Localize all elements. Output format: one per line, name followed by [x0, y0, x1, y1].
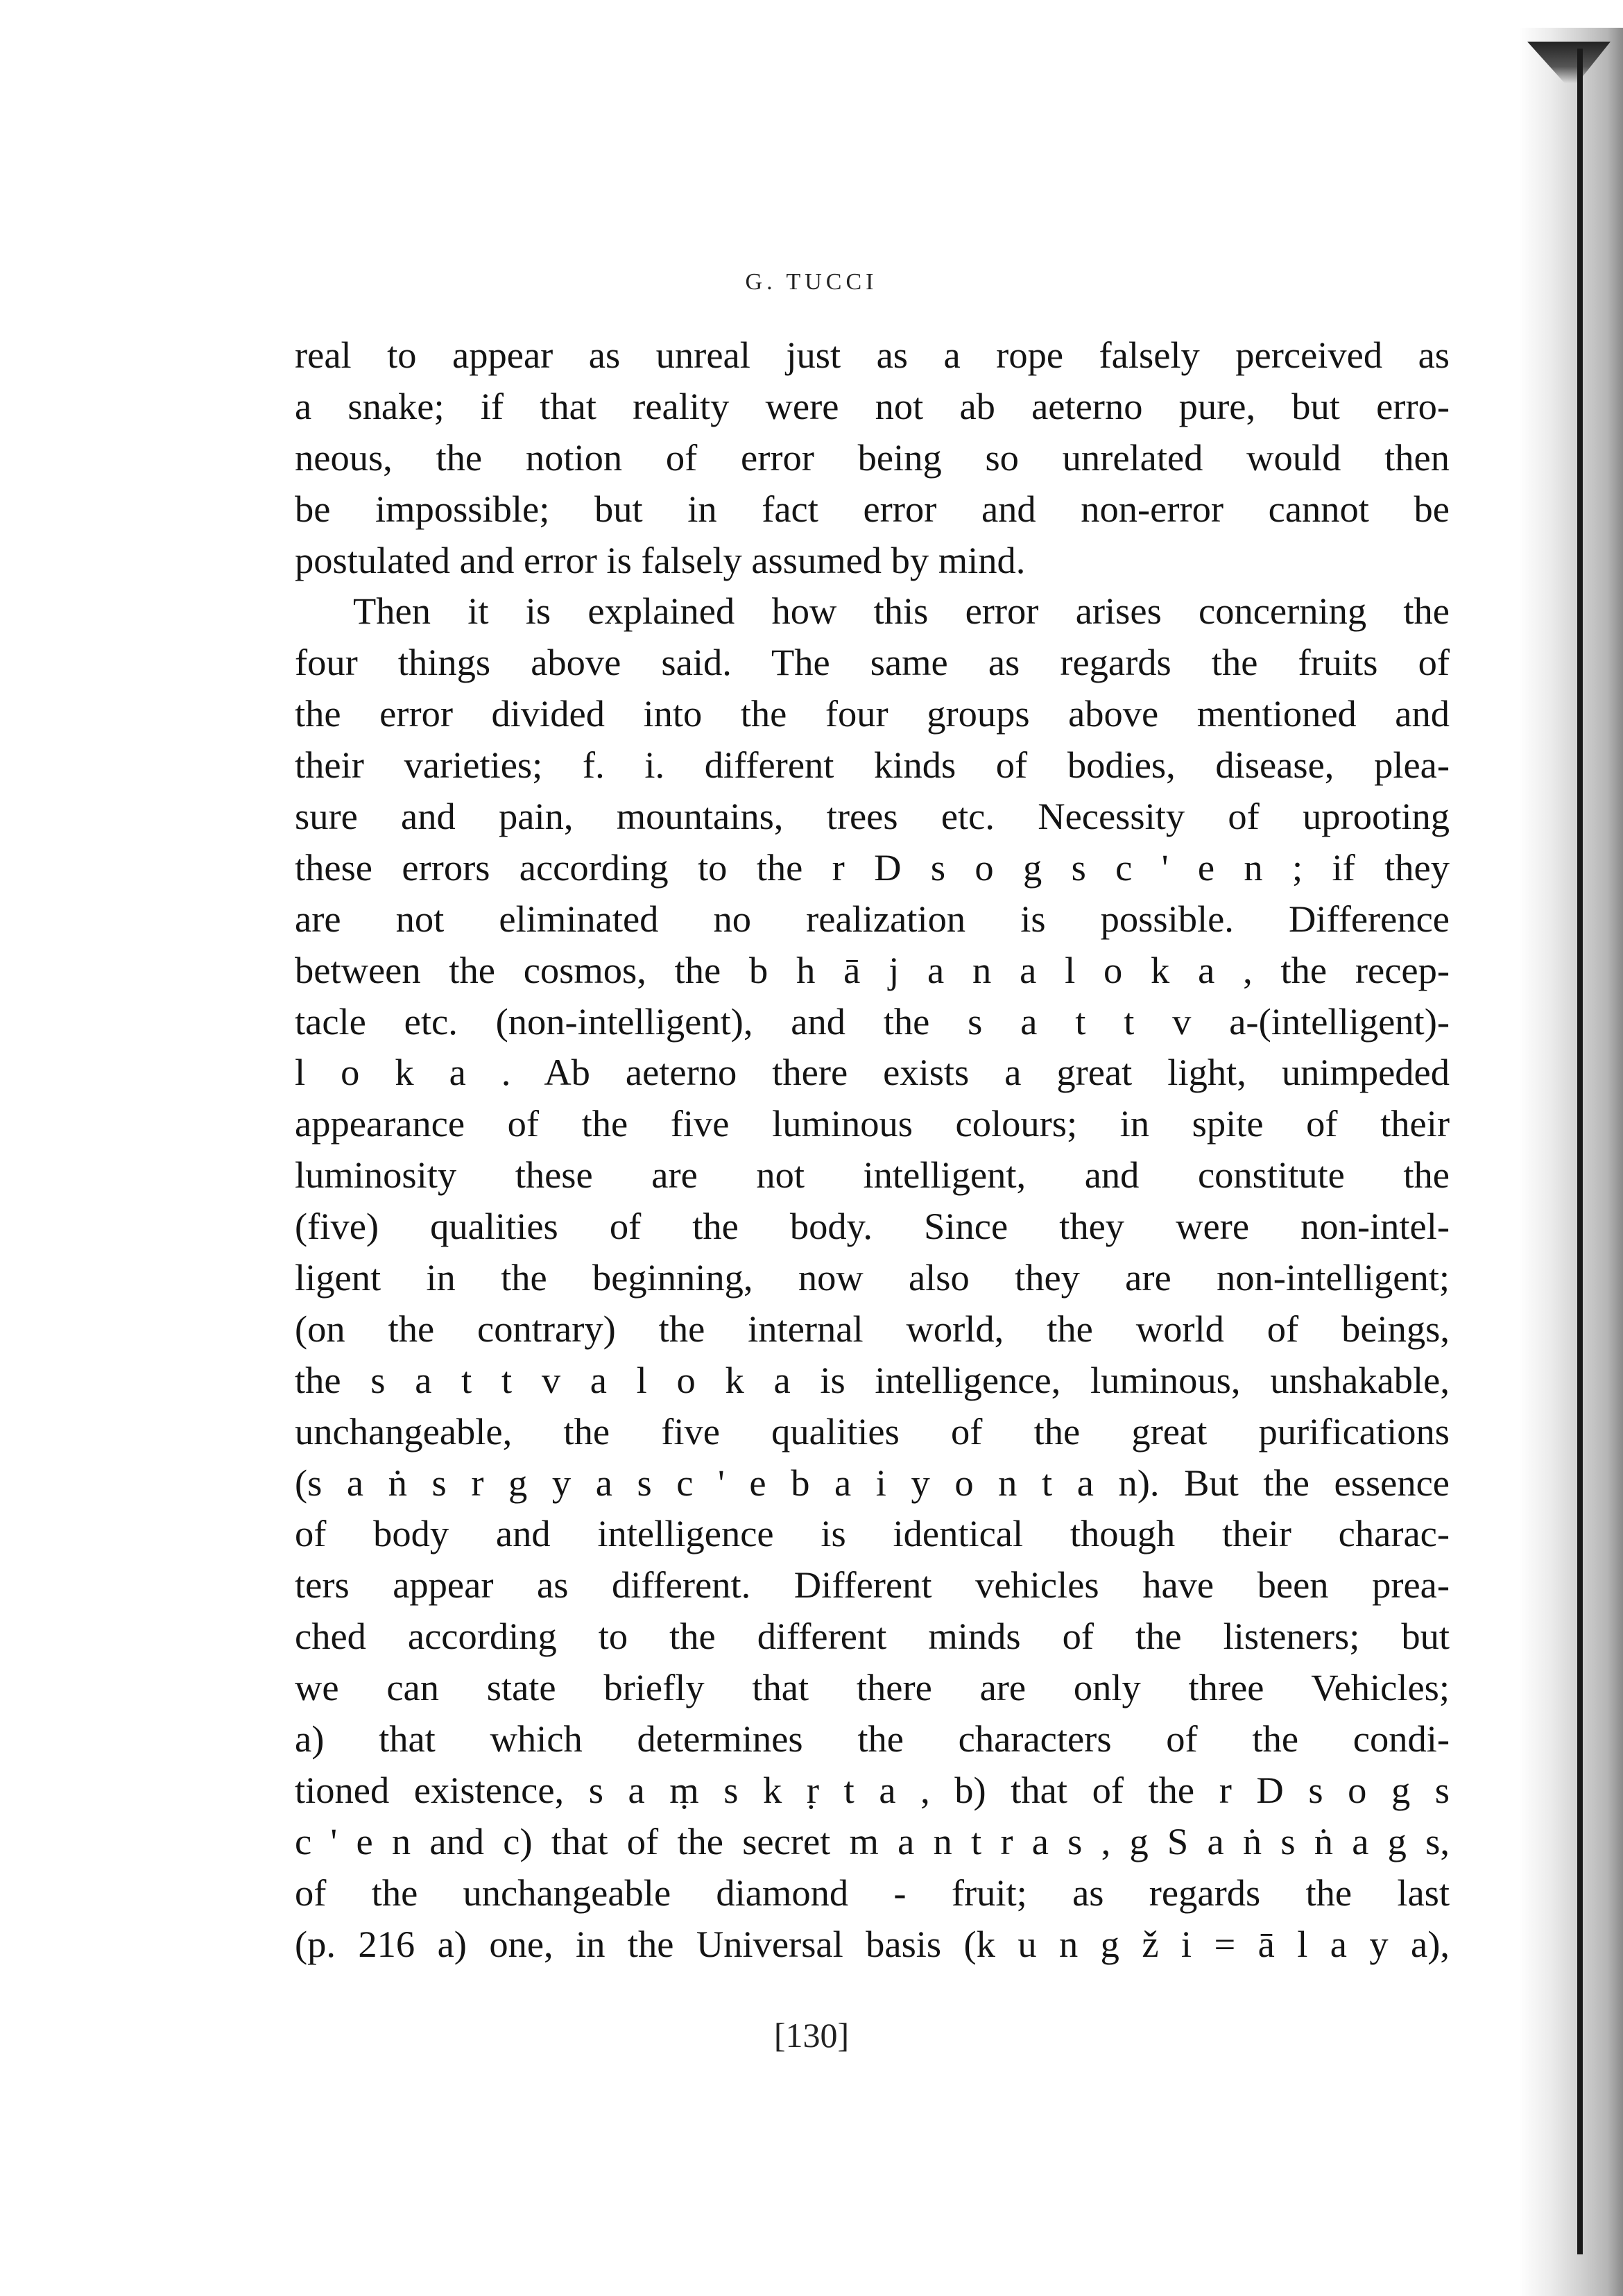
text-line: l o k a . Ab aeterno there exists a great light, unimpeded: [295, 1051, 1450, 1094]
text-line: a snake; if that reality were not ab aeterno pure, but erro-: [295, 384, 1450, 427]
page-number: [130]: [773, 2016, 850, 2055]
text-line: unchangeable, the five qualities of the great purifications: [295, 1410, 1450, 1453]
body-text: [295, 329, 1450, 1970]
text-line: (p. 216 a) one, in the Universal basis (k u n g ž i = ā l a y a),: [295, 1922, 1450, 1965]
text-line: ligent in the beginning, now also they are non-intelligent;: [295, 1256, 1450, 1299]
text-line: (s a ṅ s r g y a s c ' e b a i y o n t a n). But the essence: [295, 1461, 1450, 1504]
running-head: G. TUCCI: [745, 269, 878, 295]
text-line: these errors according to the r D s o g s c ' e n ; if they: [295, 846, 1450, 889]
binding-line: [1577, 49, 1583, 2254]
text-line: luminosity these are not intelligent, and constitute the: [295, 1154, 1450, 1197]
text-line: a) that which determines the characters of the condi-: [295, 1717, 1450, 1760]
text-line: the s a t t v a l o k a is intelligence, luminous, unshakable,: [295, 1358, 1450, 1401]
binding-shadow: [1519, 28, 1623, 2296]
text-line: Then it is explained how this error arises concerning the: [353, 590, 1450, 633]
text-line: appearance of the five luminous colours; in spite of their: [295, 1102, 1450, 1145]
text-line: ters appear as different. Different vehicles have been prea-: [295, 1563, 1450, 1607]
text-line: tacle etc. (non-intelligent), and the s a t t v a-(intelligent)-: [295, 1000, 1450, 1043]
text-line: between the cosmos, the b h ā j a n a l o k a , the recep-: [295, 948, 1450, 991]
text-line: postulated and error is falsely assumed by mind.: [295, 538, 1026, 581]
text-line: four things above said. The same as regards the fruits of: [295, 641, 1450, 684]
text-line: be impossible; but in fact error and non-error cannot be: [295, 487, 1450, 530]
text-line: c ' e n and c) that of the secret m a n t r a s , g S a ṅ s ṅ a g s,: [295, 1819, 1450, 1862]
text-line: (five) qualities of the body. Since they were non-intel-: [295, 1205, 1450, 1248]
text-line: of the unchangeable diamond - fruit; as regards the last: [295, 1871, 1450, 1914]
text-line: we can state briefly that there are only three Vehicles;: [295, 1666, 1450, 1709]
text-line: real to appear as unreal just as a rope falsely perceived as: [295, 334, 1450, 376]
text-line: sure and pain, mountains, trees etc. Necessity of uprooting: [295, 795, 1450, 838]
text-line: tioned existence, s a ṃ s k ṛ t a , b) that of the r D s o g s: [295, 1768, 1450, 1811]
text-line: of body and intelligence is identical though their charac-: [295, 1512, 1450, 1555]
text-line: ched according to the different minds of the listeners; but: [295, 1615, 1450, 1658]
text-line: their varieties; f. i. different kinds of bodies, disease, plea-: [295, 744, 1450, 787]
text-line: neous, the notion of error being so unrelated would then: [295, 436, 1450, 479]
text-line: are not eliminated no realization is possible. Difference: [295, 897, 1450, 940]
text-line: the error divided into the four groups above mentioned and: [295, 692, 1450, 735]
text-line: (on the contrary) the internal world, the world of beings,: [295, 1307, 1450, 1350]
